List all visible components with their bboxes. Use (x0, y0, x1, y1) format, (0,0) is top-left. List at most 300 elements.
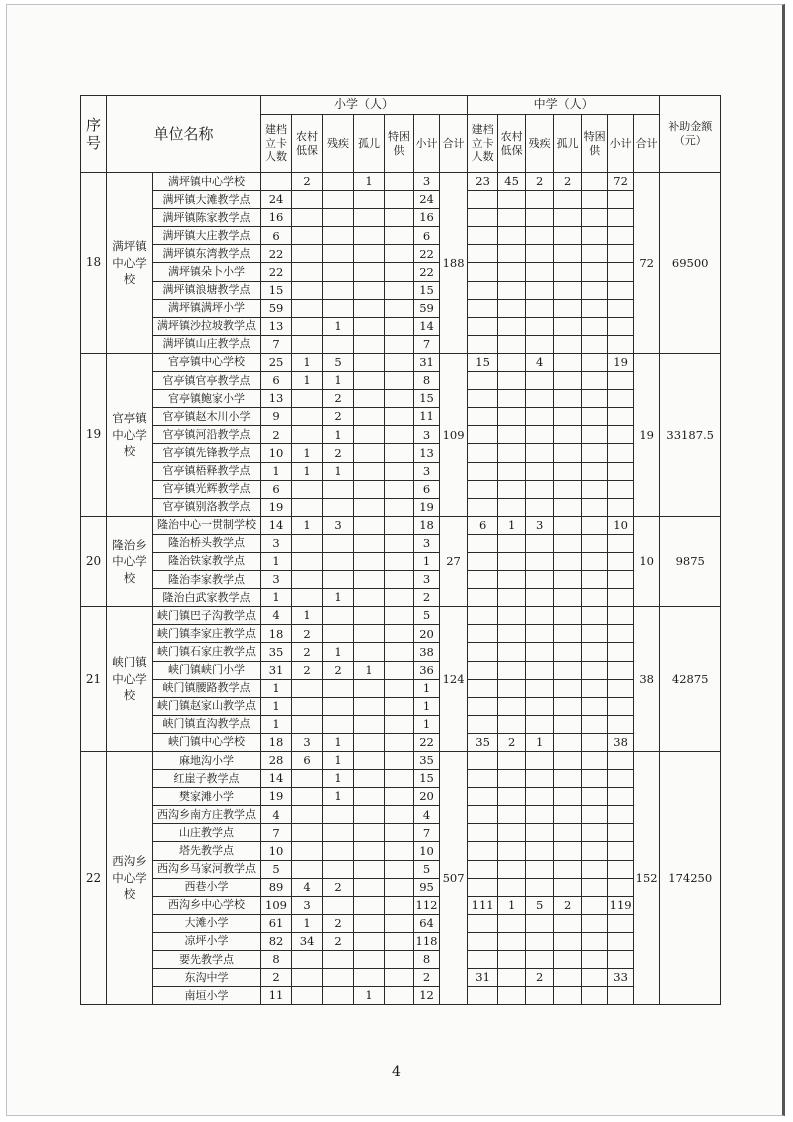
primary-value-cell (385, 715, 414, 733)
primary-value-cell (292, 245, 323, 263)
primary-value-cell (323, 498, 354, 516)
middle-value-cell (498, 987, 526, 1005)
primary-value-cell (292, 534, 323, 552)
middle-value-cell (526, 679, 554, 697)
middle-value-cell: 38 (608, 733, 634, 751)
primary-value-cell (385, 227, 414, 245)
school-name-cell: 峡门镇峡门小学 (153, 661, 261, 679)
middle-value-cell (608, 770, 634, 788)
middle-value-cell (468, 770, 498, 788)
primary-value-cell (354, 552, 385, 570)
primary-value-cell: 2 (292, 661, 323, 679)
table-row (81, 607, 721, 625)
primary-value-cell (323, 824, 354, 842)
middle-value-cell: 2 (526, 173, 554, 191)
middle-value-cell (582, 281, 608, 299)
middle-value-cell (526, 697, 554, 715)
primary-value-cell (385, 317, 414, 335)
primary-value-cell (385, 625, 414, 643)
middle-value-cell (608, 842, 634, 860)
middle-value-cell (468, 534, 498, 552)
middle-value-cell (582, 571, 608, 589)
middle-value-cell (498, 806, 526, 824)
primary-value-cell (385, 896, 414, 914)
primary-value-cell: 31 (261, 661, 292, 679)
primary-value-cell: 1 (323, 426, 354, 444)
middle-value-cell (554, 353, 582, 371)
primary-value-cell (385, 824, 414, 842)
middle-value-cell: 19 (608, 353, 634, 371)
middle-value-cell (526, 860, 554, 878)
primary-value-cell: 15 (414, 281, 440, 299)
school-name-cell: 西沟乡中心学校 (153, 896, 261, 914)
school-name-cell: 峡门镇巴子沟教学点 (153, 607, 261, 625)
primary-value-cell (354, 227, 385, 245)
table-row (81, 806, 721, 824)
primary-value-cell: 2 (292, 173, 323, 191)
middle-value-cell (554, 987, 582, 1005)
primary-value-cell (323, 263, 354, 281)
middle-value-cell (554, 317, 582, 335)
middle-value-cell (554, 878, 582, 896)
seq-cell: 21 (81, 607, 107, 752)
middle-value-cell (582, 969, 608, 987)
middle-value-cell (608, 498, 634, 516)
primary-value-cell: 1 (323, 752, 354, 770)
middle-value-cell (526, 408, 554, 426)
primary-value-cell: 25 (261, 353, 292, 371)
table-row (81, 245, 721, 263)
middle-value-cell (498, 209, 526, 227)
middle-value-cell (498, 245, 526, 263)
primary-value-cell (385, 390, 414, 408)
primary-value-cell (354, 589, 385, 607)
middle-value-cell (526, 426, 554, 444)
middle-value-cell (554, 372, 582, 390)
table-row (81, 426, 721, 444)
primary-value-cell (385, 842, 414, 860)
primary-value-cell: 22 (414, 733, 440, 751)
middle-value-cell (554, 462, 582, 480)
middle-value-cell: 72 (608, 173, 634, 191)
middle-value-cell (526, 444, 554, 462)
middle-value-cell (498, 914, 526, 932)
primary-value-cell (354, 806, 385, 824)
table-row (81, 842, 721, 860)
middle-value-cell (468, 914, 498, 932)
primary-value-cell (323, 209, 354, 227)
table-row (81, 462, 721, 480)
primary-value-cell (292, 299, 323, 317)
middle-value-cell (498, 191, 526, 209)
middle-value-cell: 2 (554, 896, 582, 914)
col-header-primary: 小学（人） (261, 96, 468, 115)
subsidy-table (80, 95, 721, 1005)
primary-value-cell (292, 480, 323, 498)
primary-value-cell: 2 (323, 914, 354, 932)
primary-value-cell: 2 (261, 969, 292, 987)
primary-value-cell (323, 969, 354, 987)
middle-col-header: 孤儿 (554, 115, 582, 173)
school-name-cell: 红崖子教学点 (153, 770, 261, 788)
primary-value-cell: 19 (414, 498, 440, 516)
primary-total-cell: 188 (440, 173, 468, 354)
middle-value-cell (468, 607, 498, 625)
middle-value-cell: 2 (498, 733, 526, 751)
middle-value-cell (498, 679, 526, 697)
middle-value-cell: 1 (498, 896, 526, 914)
school-name-cell: 官亭镇河沿教学点 (153, 426, 261, 444)
middle-value-cell (468, 191, 498, 209)
middle-value-cell: 5 (526, 896, 554, 914)
table-row (81, 498, 721, 516)
primary-value-cell (354, 299, 385, 317)
primary-value-cell: 34 (292, 932, 323, 950)
primary-value-cell (385, 932, 414, 950)
school-name-cell: 隆治中心一贯制学校 (153, 516, 261, 534)
middle-value-cell (608, 552, 634, 570)
primary-value-cell: 8 (261, 951, 292, 969)
middle-value-cell (582, 679, 608, 697)
middle-value-cell (498, 752, 526, 770)
middle-value-cell (498, 589, 526, 607)
middle-value-cell (608, 860, 634, 878)
middle-value-cell (582, 932, 608, 950)
primary-value-cell: 2 (323, 444, 354, 462)
middle-value-cell (554, 788, 582, 806)
primary-value-cell (354, 770, 385, 788)
middle-value-cell (498, 969, 526, 987)
middle-value-cell (468, 752, 498, 770)
primary-value-cell: 7 (414, 824, 440, 842)
primary-value-cell (292, 788, 323, 806)
primary-value-cell (385, 878, 414, 896)
middle-value-cell (608, 426, 634, 444)
middle-value-cell (582, 752, 608, 770)
school-name-cell: 隆治铁家教学点 (153, 552, 261, 570)
middle-value-cell (582, 263, 608, 281)
primary-value-cell (385, 589, 414, 607)
table-row (81, 752, 721, 770)
middle-value-cell (468, 589, 498, 607)
middle-value-cell (498, 480, 526, 498)
primary-value-cell: 36 (414, 661, 440, 679)
primary-value-cell: 6 (414, 480, 440, 498)
primary-value-cell (354, 878, 385, 896)
middle-value-cell (468, 625, 498, 643)
primary-value-cell (385, 607, 414, 625)
primary-value-cell (354, 281, 385, 299)
table-row (81, 335, 721, 353)
middle-value-cell (526, 263, 554, 281)
school-name-cell: 官亭镇中心学校 (153, 353, 261, 371)
primary-value-cell (292, 191, 323, 209)
primary-value-cell: 22 (414, 263, 440, 281)
primary-value-cell (354, 390, 385, 408)
primary-value-cell: 95 (414, 878, 440, 896)
primary-value-cell (385, 679, 414, 697)
middle-value-cell (468, 462, 498, 480)
primary-value-cell: 13 (261, 317, 292, 335)
middle-value-cell: 2 (554, 173, 582, 191)
page-number: 4 (392, 1064, 401, 1080)
primary-value-cell (385, 353, 414, 371)
table-row (81, 589, 721, 607)
primary-value-cell: 15 (414, 390, 440, 408)
middle-value-cell (608, 209, 634, 227)
middle-value-cell (554, 932, 582, 950)
middle-value-cell (554, 263, 582, 281)
primary-value-cell (323, 227, 354, 245)
middle-value-cell (608, 408, 634, 426)
primary-value-cell: 35 (414, 752, 440, 770)
subsidy-cell: 33187.5 (660, 353, 721, 516)
primary-value-cell (292, 697, 323, 715)
primary-value-cell: 6 (261, 480, 292, 498)
primary-value-cell (292, 571, 323, 589)
middle-value-cell (526, 878, 554, 896)
middle-value-cell (526, 390, 554, 408)
table-row (81, 209, 721, 227)
middle-value-cell (554, 643, 582, 661)
middle-value-cell (554, 299, 582, 317)
primary-value-cell (385, 733, 414, 751)
primary-value-cell (385, 914, 414, 932)
middle-value-cell (582, 987, 608, 1005)
primary-value-cell: 11 (414, 408, 440, 426)
middle-value-cell: 31 (468, 969, 498, 987)
middle-value-cell (582, 426, 608, 444)
primary-col-header: 农村低保 (292, 115, 323, 173)
middle-value-cell (526, 209, 554, 227)
table-row (81, 390, 721, 408)
primary-value-cell (354, 932, 385, 950)
middle-value-cell (526, 571, 554, 589)
primary-value-cell (385, 806, 414, 824)
primary-value-cell (354, 607, 385, 625)
primary-value-cell (323, 571, 354, 589)
primary-value-cell: 1 (354, 173, 385, 191)
middle-value-cell (554, 679, 582, 697)
middle-value-cell (526, 317, 554, 335)
primary-value-cell: 6 (414, 227, 440, 245)
middle-value-cell (582, 770, 608, 788)
primary-value-cell: 1 (261, 715, 292, 733)
middle-value-cell (498, 860, 526, 878)
primary-value-cell: 1 (354, 661, 385, 679)
school-name-cell: 西沟乡马家河教学点 (153, 860, 261, 878)
primary-value-cell: 28 (261, 752, 292, 770)
middle-value-cell (468, 209, 498, 227)
middle-value-cell (468, 643, 498, 661)
primary-value-cell (323, 607, 354, 625)
col-header-middle: 中学（人） (468, 96, 660, 115)
middle-total-cell: 19 (634, 353, 660, 516)
school-name-cell: 满坪镇东湾教学点 (153, 245, 261, 263)
table-row (81, 173, 721, 191)
primary-total-cell: 109 (440, 353, 468, 516)
primary-value-cell (292, 951, 323, 969)
primary-value-cell (385, 408, 414, 426)
middle-value-cell (498, 824, 526, 842)
middle-value-cell (526, 643, 554, 661)
middle-value-cell (526, 914, 554, 932)
primary-value-cell: 14 (261, 770, 292, 788)
middle-value-cell (526, 607, 554, 625)
primary-value-cell (323, 806, 354, 824)
middle-value-cell (582, 589, 608, 607)
middle-value-cell: 1 (526, 733, 554, 751)
middle-value-cell (608, 263, 634, 281)
primary-value-cell: 82 (261, 932, 292, 950)
primary-value-cell (385, 951, 414, 969)
primary-value-cell: 9 (261, 408, 292, 426)
middle-value-cell (554, 444, 582, 462)
school-name-cell: 要先教学点 (153, 951, 261, 969)
primary-value-cell (292, 589, 323, 607)
middle-value-cell (526, 552, 554, 570)
primary-value-cell (354, 480, 385, 498)
table-row (81, 914, 721, 932)
table-row (81, 969, 721, 987)
middle-value-cell (468, 227, 498, 245)
middle-value-cell (608, 679, 634, 697)
school-name-cell: 峡门镇李家庄教学点 (153, 625, 261, 643)
primary-value-cell (385, 534, 414, 552)
middle-value-cell (468, 444, 498, 462)
primary-value-cell (385, 788, 414, 806)
middle-value-cell: 23 (468, 173, 498, 191)
primary-value-cell: 1 (261, 462, 292, 480)
middle-value-cell (582, 607, 608, 625)
school-name-cell: 凉坪小学 (153, 932, 261, 950)
middle-value-cell (608, 372, 634, 390)
middle-value-cell (468, 932, 498, 950)
primary-value-cell (385, 462, 414, 480)
primary-value-cell: 7 (414, 335, 440, 353)
middle-value-cell (608, 752, 634, 770)
primary-value-cell (292, 335, 323, 353)
primary-value-cell (385, 426, 414, 444)
middle-value-cell (582, 788, 608, 806)
primary-value-cell: 3 (323, 516, 354, 534)
middle-value-cell: 3 (526, 516, 554, 534)
school-name-cell: 满坪镇满坪小学 (153, 299, 261, 317)
middle-value-cell (468, 679, 498, 697)
primary-value-cell: 1 (261, 679, 292, 697)
middle-value-cell (498, 770, 526, 788)
primary-value-cell (354, 335, 385, 353)
middle-value-cell (554, 209, 582, 227)
middle-value-cell (582, 552, 608, 570)
primary-value-cell (354, 969, 385, 987)
col-header-seq: 序号 (81, 96, 107, 173)
middle-value-cell (498, 390, 526, 408)
primary-value-cell: 18 (414, 516, 440, 534)
middle-value-cell (582, 516, 608, 534)
primary-value-cell (323, 715, 354, 733)
primary-value-cell (385, 191, 414, 209)
table-row (81, 860, 721, 878)
middle-value-cell (608, 390, 634, 408)
middle-value-cell (608, 824, 634, 842)
primary-value-cell: 18 (261, 625, 292, 643)
primary-value-cell (385, 987, 414, 1005)
primary-value-cell: 3 (414, 462, 440, 480)
middle-value-cell (582, 353, 608, 371)
middle-value-cell (582, 480, 608, 498)
primary-value-cell (354, 896, 385, 914)
middle-value-cell (498, 263, 526, 281)
middle-value-cell (608, 444, 634, 462)
primary-value-cell: 4 (261, 806, 292, 824)
primary-value-cell: 22 (261, 263, 292, 281)
primary-total-cell: 124 (440, 607, 468, 752)
middle-value-cell: 33 (608, 969, 634, 987)
middle-value-cell (582, 534, 608, 552)
primary-value-cell: 3 (414, 534, 440, 552)
table-row (81, 534, 721, 552)
middle-value-cell (554, 697, 582, 715)
middle-value-cell (608, 462, 634, 480)
subsidy-cell: 42875 (660, 607, 721, 752)
primary-value-cell (354, 914, 385, 932)
middle-value-cell (608, 317, 634, 335)
middle-value-cell (498, 498, 526, 516)
middle-value-cell: 4 (526, 353, 554, 371)
primary-value-cell (323, 173, 354, 191)
middle-value-cell (608, 607, 634, 625)
primary-value-cell: 8 (414, 951, 440, 969)
middle-value-cell (468, 571, 498, 589)
primary-value-cell: 14 (261, 516, 292, 534)
middle-value-cell (526, 191, 554, 209)
unit-name-cell: 西沟乡中心学校 (107, 752, 153, 1005)
primary-value-cell: 64 (414, 914, 440, 932)
primary-value-cell (385, 643, 414, 661)
school-name-cell: 樊家滩小学 (153, 788, 261, 806)
primary-value-cell (354, 408, 385, 426)
primary-value-cell (292, 842, 323, 860)
middle-value-cell (468, 426, 498, 444)
middle-value-cell (526, 245, 554, 263)
primary-value-cell (385, 571, 414, 589)
middle-value-cell (526, 951, 554, 969)
subsidy-cell: 9875 (660, 516, 721, 606)
middle-value-cell (608, 806, 634, 824)
middle-value-cell (526, 788, 554, 806)
middle-value-cell (608, 589, 634, 607)
middle-value-cell (468, 824, 498, 842)
middle-value-cell (498, 534, 526, 552)
primary-value-cell: 31 (414, 353, 440, 371)
primary-value-cell: 118 (414, 932, 440, 950)
primary-value-cell (385, 444, 414, 462)
middle-value-cell (582, 806, 608, 824)
primary-value-cell (323, 896, 354, 914)
school-name-cell: 峡门镇直沟教学点 (153, 715, 261, 733)
school-name-cell: 满坪镇中心学校 (153, 173, 261, 191)
middle-value-cell (554, 335, 582, 353)
primary-value-cell (292, 227, 323, 245)
middle-value-cell (468, 697, 498, 715)
primary-value-cell: 1 (323, 733, 354, 751)
primary-value-cell: 1 (323, 462, 354, 480)
primary-value-cell: 2 (261, 426, 292, 444)
middle-value-cell (498, 951, 526, 969)
table-row (81, 227, 721, 245)
middle-value-cell (526, 987, 554, 1005)
